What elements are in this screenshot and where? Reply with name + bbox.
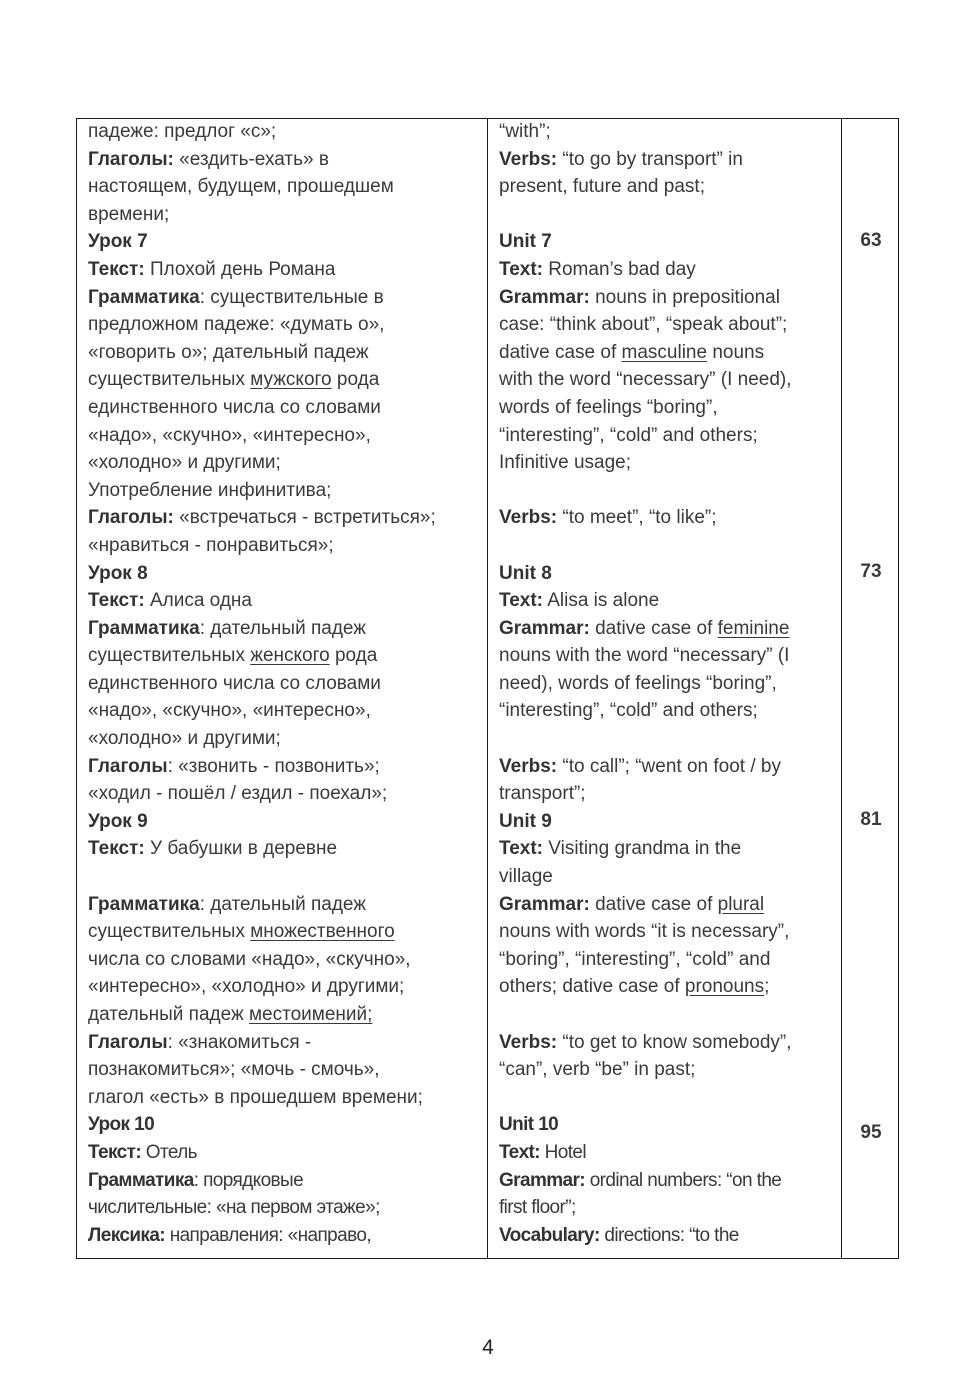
- line-text: Infinitive usage;: [499, 452, 632, 474]
- underlined-term: местоимений;: [248, 1004, 373, 1025]
- underlined-term: pronouns: [684, 976, 765, 998]
- bold-label: Unit 8: [499, 562, 552, 584]
- text-line: [499, 201, 834, 229]
- text-line: [88, 808, 484, 836]
- text-line: [88, 284, 484, 312]
- line-text: существительных: [88, 921, 251, 943]
- text-line: [499, 891, 834, 919]
- page-number: 4: [482, 1336, 494, 1359]
- bold-label: Грамматика: [88, 286, 200, 308]
- text-line: [499, 311, 834, 339]
- line-text: need), words of feelings “boring”,: [499, 672, 777, 694]
- line-text: «говорить о»; дательный падеж: [88, 341, 369, 363]
- line-text: others; dative case of: [499, 976, 685, 998]
- english-column: [499, 118, 834, 1249]
- line-text: “to call”; “went on foot / by: [557, 755, 781, 777]
- bold-label: Урок 8: [88, 562, 148, 584]
- text-line: [499, 918, 834, 946]
- text-line: [88, 753, 484, 781]
- text-line: [499, 1029, 834, 1057]
- line-text: nouns in prepositional: [589, 286, 780, 308]
- text-line: [499, 697, 834, 725]
- bold-label: Text:: [499, 838, 543, 860]
- text-line: [499, 504, 834, 532]
- underlined-term: masculine: [621, 341, 708, 363]
- text-line: [88, 366, 484, 394]
- bold-label: Грамматика: [88, 1169, 194, 1191]
- line-text: единственного числа со словами: [88, 396, 381, 418]
- bold-label: Урок 10: [88, 1114, 155, 1136]
- line-text: единственного числа со словами: [88, 672, 381, 694]
- bold-label: Глаголы: [88, 1031, 168, 1053]
- line-text: «интересно», «холодно» и другими;: [88, 976, 405, 998]
- bold-label: Грамматика: [88, 617, 200, 639]
- text-line: [88, 256, 484, 284]
- underlined-term: мужского: [250, 369, 332, 391]
- line-text: рода: [329, 645, 378, 667]
- line-text: “to get to know somebody”,: [557, 1031, 792, 1053]
- page-reference: 73: [860, 561, 882, 582]
- line-text: : «звонить - позвонить»;: [167, 755, 380, 777]
- line-text: Visiting grandma in the: [542, 838, 742, 860]
- line-text: “to meet”, “to like”;: [557, 507, 717, 529]
- text-line: [88, 1194, 484, 1222]
- text-line: [88, 918, 484, 946]
- text-line: [88, 1167, 484, 1195]
- text-line: [88, 1084, 484, 1112]
- text-line: [499, 1139, 834, 1167]
- line-text: “interesting”, “cold” and others;: [499, 700, 758, 722]
- bold-label: Unit 9: [499, 810, 552, 832]
- line-text: nouns with words “it is necessary”,: [499, 921, 790, 943]
- line-text: «встречаться - встретиться»;: [173, 507, 436, 529]
- bold-label: Verbs:: [499, 507, 558, 529]
- text-line: [499, 560, 834, 588]
- line-text: ordinal numbers: “on the: [585, 1169, 782, 1191]
- bold-label: Verbs:: [499, 148, 558, 170]
- line-text: : существительные в: [199, 286, 384, 308]
- text-line: [499, 780, 834, 808]
- bold-label: Текст:: [88, 258, 145, 280]
- text-line: [88, 449, 484, 477]
- line-text: “can”, verb “be” in past;: [499, 1059, 696, 1081]
- text-line: [88, 228, 484, 256]
- bold-label: Глаголы: [88, 755, 168, 777]
- bold-label: Глаголы:: [88, 507, 174, 529]
- text-line: [88, 394, 484, 422]
- text-line: [88, 587, 484, 615]
- column-divider: [487, 119, 488, 1258]
- text-line: [499, 615, 834, 643]
- text-line: [88, 173, 484, 201]
- line-text: У бабушки в деревне: [144, 838, 338, 860]
- line-text: directions: “to the: [599, 1224, 739, 1246]
- text-line: [88, 1139, 484, 1167]
- line-text: “to go by transport” in: [557, 148, 743, 170]
- line-text: “interesting”, “cold” and others;: [499, 424, 758, 446]
- bold-label: Unit 7: [499, 231, 552, 253]
- line-text: : дательный падеж: [199, 893, 366, 915]
- line-text: настоящем, будущем, прошедшем: [88, 176, 394, 198]
- text-line: [499, 228, 834, 256]
- line-text: first floor”;: [499, 1197, 576, 1219]
- text-line: [499, 1056, 834, 1084]
- line-text: “boring”, “interesting”, “cold” and: [499, 948, 771, 970]
- text-line: [499, 532, 834, 560]
- text-line: [88, 642, 484, 670]
- bold-label: Verbs:: [499, 1031, 558, 1053]
- text-line: [88, 311, 484, 339]
- text-line: [499, 422, 834, 450]
- page-reference: 95: [860, 1122, 882, 1143]
- line-text: Отель: [141, 1141, 197, 1163]
- text-line: [88, 422, 484, 450]
- line-text: Alisa is alone: [542, 590, 660, 612]
- line-text: познакомиться»; «мочь - смочь»,: [88, 1059, 380, 1081]
- text-line: [499, 256, 834, 284]
- line-text: дательный падеж: [88, 1004, 249, 1025]
- underlined-term: женского: [250, 645, 330, 667]
- text-line: [499, 339, 834, 367]
- text-line: [499, 587, 834, 615]
- bold-label: Урок 9: [88, 810, 148, 832]
- text-line: [499, 863, 834, 891]
- line-text: «нравиться - понравиться»;: [88, 534, 334, 556]
- text-line: [88, 1111, 484, 1139]
- line-text: направления: «направо,: [165, 1224, 372, 1246]
- text-line: [88, 725, 484, 753]
- line-text: nouns: [707, 341, 765, 363]
- text-line: [499, 284, 834, 312]
- line-text: рода: [331, 369, 380, 391]
- text-line: [88, 973, 484, 1001]
- bold-label: Глаголы:: [88, 148, 174, 170]
- text-line: [88, 780, 484, 808]
- bold-label: Grammar:: [499, 1169, 586, 1191]
- line-text: village: [499, 866, 553, 888]
- line-text: предложном падеже: «думать о»,: [88, 314, 385, 336]
- line-text: dative case of: [589, 617, 718, 639]
- text-line: [499, 1222, 834, 1250]
- line-text: существительных: [88, 369, 251, 391]
- bold-label: Vocabulary:: [499, 1224, 600, 1246]
- bold-label: Text:: [499, 258, 543, 280]
- text-line: [499, 642, 834, 670]
- text-line: [88, 532, 484, 560]
- line-text: Hotel: [539, 1141, 587, 1163]
- line-text: present, future and past;: [499, 176, 705, 198]
- line-text: числа со словами «надо», «скучно»,: [88, 948, 411, 970]
- bold-label: Текст:: [88, 1141, 142, 1163]
- bold-label: Урок 7: [88, 231, 148, 253]
- line-text: : дательный падеж: [199, 617, 366, 639]
- text-line: [499, 394, 834, 422]
- page-reference: 81: [860, 809, 882, 830]
- bold-label: Текст:: [88, 838, 145, 860]
- text-line: [88, 670, 484, 698]
- text-line: [88, 1222, 484, 1250]
- text-line: [88, 835, 484, 863]
- page-reference: 63: [860, 230, 882, 251]
- line-text: Roman’s bad day: [542, 258, 696, 280]
- line-text: case: “think about”, “speak about”;: [499, 314, 788, 336]
- text-line: [499, 835, 834, 863]
- text-line: [499, 1001, 834, 1029]
- bold-label: Text:: [499, 590, 543, 612]
- column-divider: [841, 119, 842, 1258]
- line-text: «ходил - пошёл / ездил - поехал»;: [88, 783, 388, 805]
- line-text: : порядковые: [193, 1169, 304, 1191]
- line-text: dative case of: [589, 893, 718, 915]
- russian-column: [88, 118, 484, 1249]
- text-line: [499, 477, 834, 505]
- text-line: [88, 504, 484, 532]
- text-line: [499, 118, 834, 146]
- line-text: Употребление инфинитива;: [88, 479, 332, 501]
- line-text: «надо», «скучно», «интересно»,: [88, 424, 371, 446]
- text-line: [88, 891, 484, 919]
- line-text: «холодно» и другими;: [88, 452, 281, 474]
- text-line: [499, 366, 834, 394]
- line-text: words of feelings “boring”,: [499, 396, 718, 418]
- bold-label: Verbs:: [499, 755, 558, 777]
- line-text: Плохой день Романа: [144, 258, 336, 280]
- text-line: [499, 1194, 834, 1222]
- text-line: [499, 146, 834, 174]
- line-text: transport”;: [499, 783, 586, 805]
- text-line: [88, 1029, 484, 1057]
- text-line: [88, 118, 484, 146]
- bold-label: Лексика:: [88, 1224, 166, 1246]
- text-line: [499, 725, 834, 753]
- text-line: [88, 1001, 484, 1029]
- text-line: [88, 146, 484, 174]
- text-line: [499, 173, 834, 201]
- text-line: [88, 863, 484, 891]
- line-text: : «знакомиться -: [167, 1031, 312, 1053]
- text-line: [88, 946, 484, 974]
- text-line: [88, 201, 484, 229]
- text-line: [499, 753, 834, 781]
- contents-table: [76, 118, 899, 1259]
- line-text: ;: [764, 976, 770, 998]
- line-text: Алиса одна: [144, 590, 252, 612]
- line-text: “with”;: [499, 121, 551, 142]
- text-line: [499, 1167, 834, 1195]
- text-line: [499, 1084, 834, 1112]
- line-text: числительные: «на первом этаже»;: [88, 1197, 380, 1219]
- underlined-term: множественного: [250, 921, 395, 943]
- line-text: падеже: предлог «с»;: [88, 121, 277, 142]
- text-line: [499, 1111, 834, 1139]
- text-line: [88, 560, 484, 588]
- text-line: [499, 808, 834, 836]
- text-line: [88, 339, 484, 367]
- text-line: [499, 670, 834, 698]
- bold-label: Grammar:: [499, 286, 590, 308]
- text-line: [499, 449, 834, 477]
- line-text: глагол «есть» в прошедшем времени;: [88, 1086, 423, 1108]
- line-text: времени;: [88, 203, 170, 225]
- text-line: [88, 477, 484, 505]
- text-line: [88, 615, 484, 643]
- text-line: [499, 973, 834, 1001]
- line-text: «холодно» и другими;: [88, 728, 281, 750]
- line-text: dative case of: [499, 341, 622, 363]
- line-text: with the word “necessary” (I need),: [499, 369, 792, 391]
- text-line: [499, 946, 834, 974]
- bold-label: Text:: [499, 1141, 540, 1163]
- line-text: существительных: [88, 645, 251, 667]
- line-text: nouns with the word “necessary” (I: [499, 645, 790, 667]
- underlined-term: plural: [717, 893, 765, 915]
- line-text: «надо», «скучно», «интересно»,: [88, 700, 371, 722]
- bold-label: Грамматика: [88, 893, 200, 915]
- bold-label: Grammar:: [499, 617, 590, 639]
- bold-label: Текст:: [88, 590, 145, 612]
- line-text: «ездить-ехать» в: [173, 148, 329, 170]
- bold-label: Unit 10: [499, 1114, 559, 1136]
- bold-label: Grammar:: [499, 893, 590, 915]
- text-line: [88, 697, 484, 725]
- underlined-term: feminine: [717, 617, 790, 639]
- text-line: [88, 1056, 484, 1084]
